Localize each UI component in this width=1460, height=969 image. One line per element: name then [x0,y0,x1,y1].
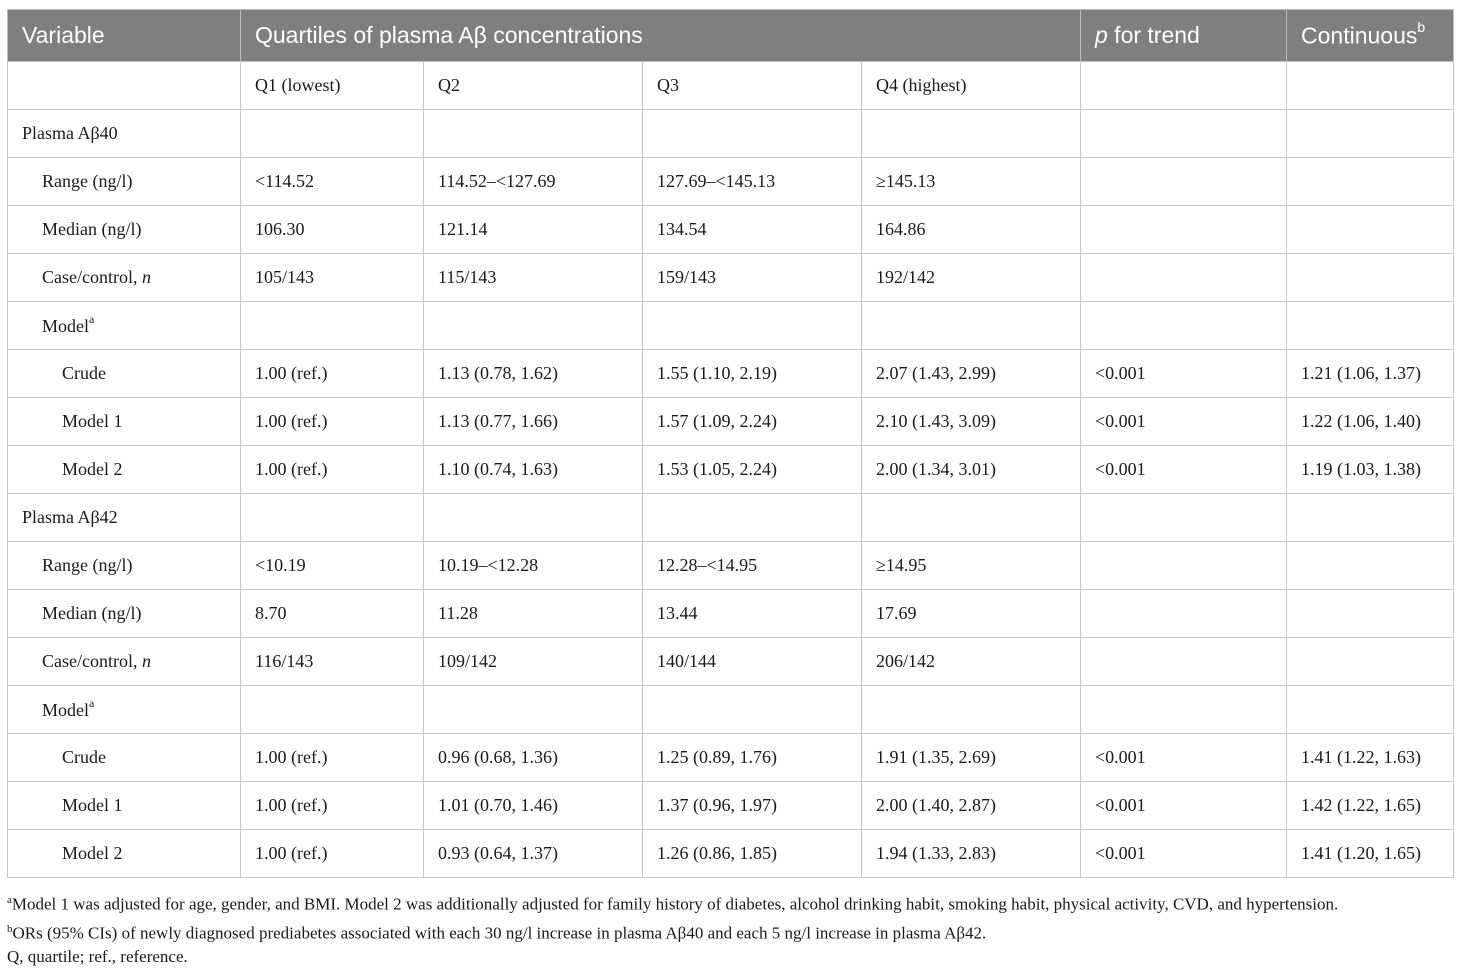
section-title: Plasma Aβ40 [8,110,241,158]
p-trend-cell: <0.001 [1081,782,1287,830]
model-header-row [8,686,1454,734]
row-label [8,638,241,686]
footnote-abbreviations: Q, quartile; ref., reference. [7,947,188,967]
empty-cell [1081,302,1287,350]
table-cell: 0.96 (0.68, 1.36) [424,734,643,782]
empty-cell [1081,158,1287,206]
table-cell: 140/144 [643,638,862,686]
section-title-row [8,110,1454,158]
results-table [7,9,1454,878]
p-trend-cell: <0.001 [1081,350,1287,398]
empty-cell [643,302,862,350]
empty-cell [241,302,424,350]
table-cell: 1.00 (ref.) [241,830,424,878]
case-control-row [8,638,1454,686]
empty-cell [424,686,643,734]
table-cell: <114.52 [241,158,424,206]
header-p-rest: for trend [1107,22,1200,48]
table-cell: 8.70 [241,590,424,638]
continuous-cell: 1.21 (1.06, 1.37) [1287,350,1454,398]
header-p-for-trend [1081,10,1287,62]
footnote-a-text: Model 1 was adjusted for age, gender, and BMI. Model 2 was additionally adjusted for family history of diabetes, alcohol drinking habit, smoking habit, physical activity, CVD, and hypertension. [11,894,1339,914]
footnote-b-sup: b [7,922,13,935]
p-trend-cell: <0.001 [1081,734,1287,782]
empty-cell [424,494,643,542]
header-quartiles: Quartiles of plasma Aβ concentrations [241,10,1081,62]
table-cell: 1.01 (0.70, 1.46) [424,782,643,830]
section-title: Plasma Aβ42 [8,494,241,542]
table-cell: 164.86 [862,206,1081,254]
model-row [8,350,1454,398]
continuous-cell: 1.42 (1.22, 1.65) [1287,782,1454,830]
table-cell: 11.28 [424,590,643,638]
empty-cell [1287,158,1454,206]
table-cell: 17.69 [862,590,1081,638]
table-cell: 2.00 (1.40, 2.87) [862,782,1081,830]
table-cell: 0.93 (0.64, 1.37) [424,830,643,878]
empty-cell [1081,686,1287,734]
table-cell: 206/142 [862,638,1081,686]
row-label: Range (ng/l) [8,158,241,206]
table-cell: 1.25 (0.89, 1.76) [643,734,862,782]
model-row [8,398,1454,446]
subheader-q1: Q1 (lowest) [241,62,424,110]
range-row [8,542,1454,590]
table-cell: 2.00 (1.34, 3.01) [862,446,1081,494]
table-cell: 1.13 (0.77, 1.66) [424,398,643,446]
subheader-q4: Q4 (highest) [862,62,1081,110]
table-cell: <10.19 [241,542,424,590]
p-trend-cell: <0.001 [1081,830,1287,878]
p-trend-cell: <0.001 [1081,446,1287,494]
table-cell: ≥145.13 [862,158,1081,206]
empty-cell [241,494,424,542]
empty-cell [1287,686,1454,734]
footnote-b-text: ORs (95% CIs) of newly diagnosed prediabetes associated with each 30 ng/l increase in plasma Aβ40 and each 5 ng/l increase in plasma Aβ42. [12,923,987,943]
table-footnotes [7,888,1453,969]
empty-cell [643,110,862,158]
p-trend-cell: <0.001 [1081,398,1287,446]
results-table-container [7,9,1453,878]
model-row [8,734,1454,782]
table-cell: 121.14 [424,206,643,254]
empty-cell [1287,206,1454,254]
table-cell: 1.94 (1.33, 2.83) [862,830,1081,878]
empty-cell [862,302,1081,350]
table-cell: 1.91 (1.35, 2.69) [862,734,1081,782]
table-cell: 1.00 (ref.) [241,734,424,782]
table-cell: 1.00 (ref.) [241,446,424,494]
subheader-empty [1081,62,1287,110]
header-row [8,10,1454,62]
row-label-text: Case/control, [42,267,142,287]
row-label-italic: n [141,651,151,671]
footnote-b [7,917,1453,946]
row-label: Median (ng/l) [8,590,241,638]
header-p-italic: p [1095,22,1108,48]
row-label [8,302,241,350]
row-label: Median (ng/l) [8,206,241,254]
continuous-cell: 1.22 (1.06, 1.40) [1287,398,1454,446]
table-cell: 159/143 [643,254,862,302]
subheader-q3: Q3 [643,62,862,110]
footnote-a-sup: a [7,894,12,906]
empty-cell [1081,110,1287,158]
table-cell: 1.00 (ref.) [241,350,424,398]
table-cell: 1.26 (0.86, 1.85) [643,830,862,878]
model-sup: a [89,696,95,710]
section-title-row [8,494,1454,542]
continuous-cell: 1.41 (1.20, 1.65) [1287,830,1454,878]
empty-cell [862,494,1081,542]
table-cell: 1.57 (1.09, 2.24) [643,398,862,446]
empty-cell [1081,206,1287,254]
row-label: Model 2 [8,830,241,878]
empty-cell [1081,494,1287,542]
header-variable: Variable [8,10,241,62]
row-label-text: Case/control, [42,651,142,671]
table-cell: 116/143 [241,638,424,686]
table-cell: 1.00 (ref.) [241,782,424,830]
table-cell: 114.52–<127.69 [424,158,643,206]
table-cell: 10.19–<12.28 [424,542,643,590]
subheader-empty [1287,62,1454,110]
subheader-q2: Q2 [424,62,643,110]
empty-cell [1081,638,1287,686]
empty-cell [1287,494,1454,542]
empty-cell [1287,302,1454,350]
table-cell: 2.10 (1.43, 3.09) [862,398,1081,446]
empty-cell [241,110,424,158]
table-cell: 1.13 (0.78, 1.62) [424,350,643,398]
table-cell: 2.07 (1.43, 2.99) [862,350,1081,398]
table-cell: 109/142 [424,638,643,686]
table-cell: 1.55 (1.10, 2.19) [643,350,862,398]
model-row [8,446,1454,494]
row-label: Crude [8,734,241,782]
continuous-cell: 1.19 (1.03, 1.38) [1287,446,1454,494]
row-label: Crude [8,350,241,398]
empty-cell [1287,542,1454,590]
model-sup: a [89,312,95,326]
empty-cell [424,110,643,158]
table-cell: ≥14.95 [862,542,1081,590]
table-cell: 192/142 [862,254,1081,302]
empty-cell [862,686,1081,734]
row-label: Model 2 [8,446,241,494]
model-header-row [8,302,1454,350]
model-label: Model [42,316,89,336]
continuous-cell: 1.41 (1.22, 1.63) [1287,734,1454,782]
subheader-row [8,62,1454,110]
row-label [8,254,241,302]
model-row [8,830,1454,878]
table-cell: 115/143 [424,254,643,302]
median-row [8,206,1454,254]
row-label-italic: n [141,267,151,287]
empty-cell [424,302,643,350]
table-cell: 1.37 (0.96, 1.97) [643,782,862,830]
empty-cell [241,686,424,734]
row-label [8,686,241,734]
table-cell: 1.00 (ref.) [241,398,424,446]
table-cell: 105/143 [241,254,424,302]
empty-cell [1081,254,1287,302]
empty-cell [1287,110,1454,158]
median-row [8,590,1454,638]
header-continuous [1287,10,1454,62]
model-row [8,782,1454,830]
row-label: Model 1 [8,398,241,446]
case-control-row [8,254,1454,302]
empty-cell [1081,542,1287,590]
empty-cell [1287,254,1454,302]
table-cell: 127.69–<145.13 [643,158,862,206]
table-cell: 1.53 (1.05, 2.24) [643,446,862,494]
empty-cell [643,686,862,734]
empty-cell [643,494,862,542]
table-cell: 12.28–<14.95 [643,542,862,590]
table-cell: 134.54 [643,206,862,254]
row-label: Model 1 [8,782,241,830]
footnote-a [7,888,1453,917]
empty-cell [1081,590,1287,638]
row-label: Range (ng/l) [8,542,241,590]
empty-cell [1287,590,1454,638]
model-label: Model [42,700,89,720]
subheader-empty [8,62,241,110]
table-cell: 106.30 [241,206,424,254]
table-cell: 1.10 (0.74, 1.63) [424,446,643,494]
range-row [8,158,1454,206]
empty-cell [1287,638,1454,686]
table-cell: 13.44 [643,590,862,638]
empty-cell [862,110,1081,158]
header-continuous-sup: b [1417,18,1426,35]
header-continuous-label: Continuous [1301,22,1418,49]
